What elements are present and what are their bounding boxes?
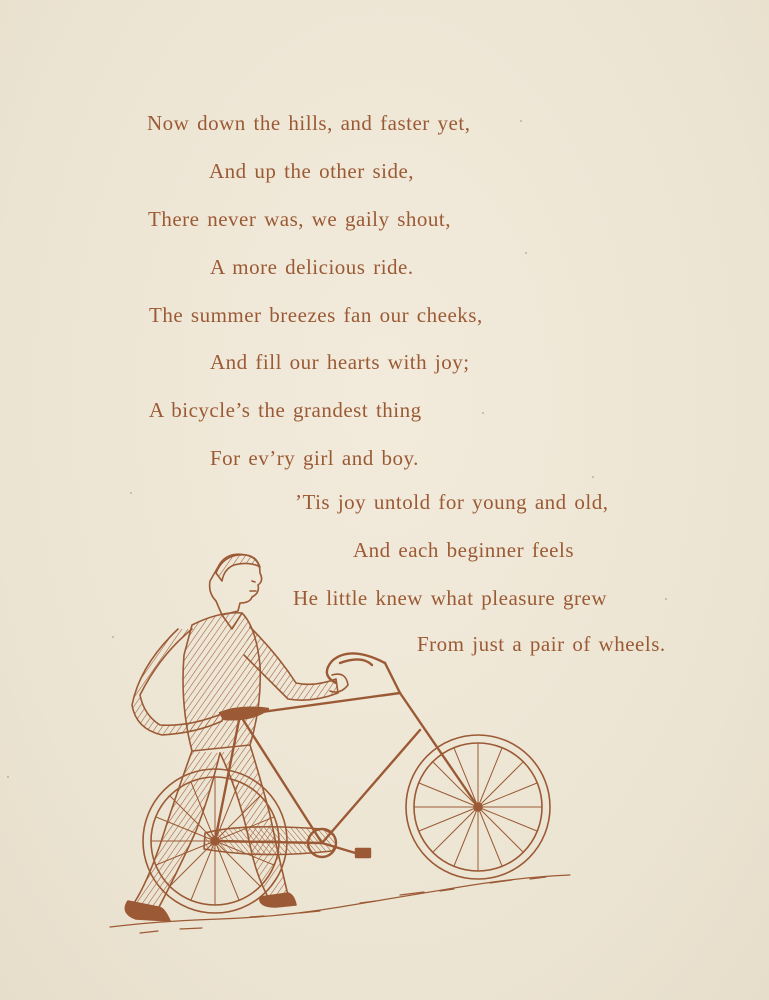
paper-speck [482,412,484,414]
poem-line: For ev’ry girl and boy. [210,446,419,470]
poem-line: A more delicious ride. [210,255,414,279]
poem-line: ’Tis joy untold for young and old, [295,490,609,514]
paper-speck [520,120,522,122]
poem-line: The summer breezes fan our cheeks, [149,303,483,327]
poem-line: Now down the hills, and faster yet, [147,111,471,135]
poem-line: And fill our hearts with joy; [210,350,470,374]
boy-figure [125,554,348,921]
paper-speck [112,636,114,638]
poem-line: And up the other side, [209,159,415,183]
poem-line: There never was, we gaily shout, [148,207,451,231]
poem-line: A bicycle’s the grandest thing [149,398,422,422]
paper-speck [525,252,527,254]
paper-speck [130,492,132,494]
paper-speck [592,476,594,478]
paper-speck [7,776,9,778]
poem-line: From just a pair of wheels. [417,632,666,656]
poem-line: And each beginner feels [353,538,574,562]
boy-pushing-bicycle-illustration [100,545,600,945]
poem-line: He little knew what pleasure grew [293,586,607,610]
paper-speck [665,598,667,600]
